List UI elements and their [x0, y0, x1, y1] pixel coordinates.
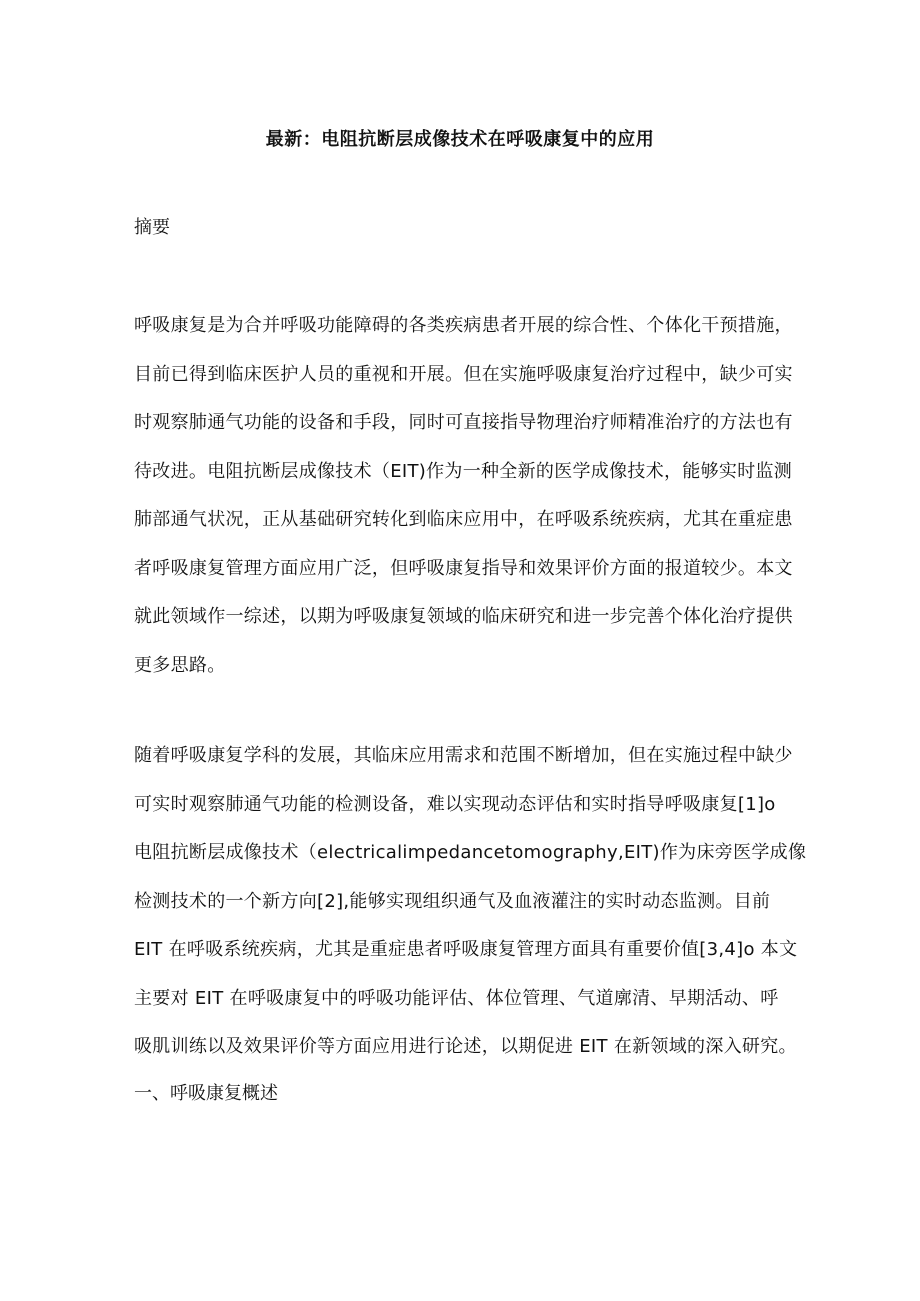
abstract-line: 目前已得到临床医护人员的重视和开展。但在实施呼吸康复治疗过程中，缺少可实	[134, 363, 793, 385]
intro-line: 随着呼吸康复学科的发展，其临床应用需求和范围不断增加，但在实施过程中缺少	[134, 745, 793, 766]
abstract-line: 就此领域作一综述，以期为呼吸康复领域的临床研究和进一步完善个体化治疗提供	[134, 606, 793, 627]
abstract-line: 呼吸康复是为合并呼吸功能障碍的各类疾病患者开展的综合性、个体化干预措施，	[134, 315, 793, 336]
section-heading: 一、呼吸康复概述	[134, 1083, 278, 1104]
intro-line: 检测技术的一个新方向[2],能够实现组织通气及血液灌注的实时动态监测。目前	[134, 890, 771, 912]
intro-paragraph	[134, 732, 814, 1072]
abstract-line: 待改进。电阻抗断层成像技术（EIT)作为一种全新的医学成像技术，能够实时监测	[134, 460, 793, 482]
intro-line: 主要对 EIT 在呼吸康复中的呼吸功能评估、体位管理、气道廓清、早期活动、呼	[134, 987, 779, 1009]
abstract-heading: 摘要	[134, 217, 170, 238]
document-title: 最新：电阻抗断层成像技术在呼吸康复中的应用	[265, 129, 655, 150]
abstract-line: 更多思路。	[134, 654, 226, 676]
abstract-paragraph	[134, 302, 814, 690]
intro-line: 吸肌训练以及效果评价等方面应用进行论述，以期促进 EIT 在新领域的深入研究。	[134, 1036, 797, 1057]
abstract-line: 者呼吸康复管理方面应用广泛，但呼吸康复指导和效果评价方面的报道较少。本文	[134, 557, 793, 579]
intro-line: 电阻抗断层成像技术（electricalimpedancetomography,EIT)作为床旁医学成像	[134, 842, 807, 863]
abstract-line: 肺部通气状况，正从基础研究转化到临床应用中，在呼吸系统疾病，尤其在重症患	[134, 509, 793, 530]
abstract-line: 时观察肺通气功能的设备和手段，同时可直接指导物理治疗师精准治疗的方法也有	[134, 412, 793, 433]
intro-line: 可实时观察肺通气功能的检测设备，难以实现动态评估和实时指导呼吸康复[1]o	[134, 793, 776, 815]
intro-line: EIT 在呼吸系统疾病，尤其是重症患者呼吸康复管理方面具有重要价值[3,4]o 本文	[134, 939, 798, 960]
